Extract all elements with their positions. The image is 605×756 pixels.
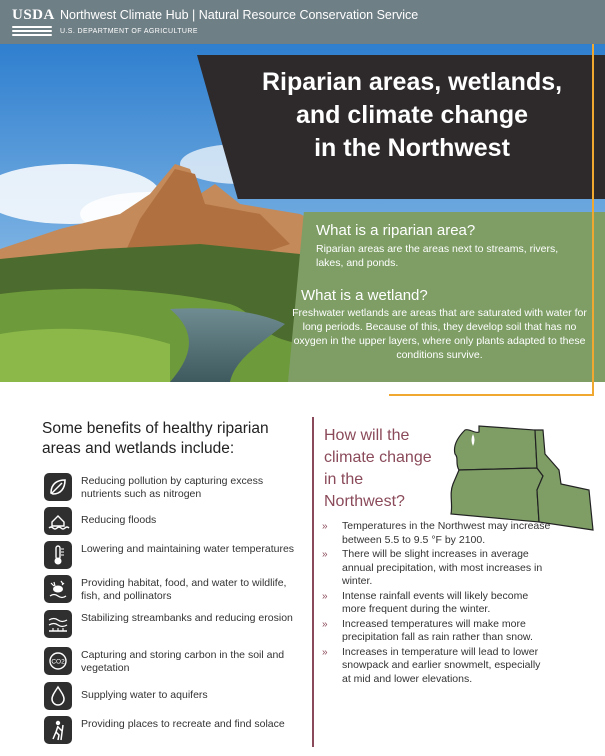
bullet-mark: »	[322, 646, 328, 658]
bullet-mark: »	[322, 549, 328, 560]
climate-bullet	[322, 618, 552, 645]
leaf-icon	[44, 473, 72, 501]
benefit-label: Providing habitat, food, and water to wildlife, fish, and pollinators	[81, 577, 287, 602]
usda-logo-stripes	[12, 26, 52, 36]
page-title-line-2: and climate change	[295, 101, 529, 129]
water-drop-icon	[44, 682, 72, 710]
streambank-icon	[44, 610, 72, 638]
benefit-label: Providing places to recreate and find solace	[81, 718, 285, 730]
wildlife-icon	[44, 575, 72, 603]
thermometer-icon	[44, 541, 72, 569]
usda-logo-text: USDA	[12, 7, 55, 23]
orange-frame-vertical	[592, 44, 594, 396]
benefit-label: Reducing floods	[81, 514, 157, 526]
climate-bullet	[322, 590, 552, 617]
climate-bullet-text: Increases in temperature will lead to lower snowpack and earlier snowmelt, especially at mid and lower elevations.	[342, 645, 541, 685]
climate-bullet	[322, 520, 552, 547]
climate-bullet-text: There will be slight increases in average annual precipitation, with most increases in winter.	[342, 548, 543, 587]
hiker-icon	[44, 716, 72, 744]
department-subtitle: U.S. DEPARTMENT OF AGRICULTURE	[60, 28, 198, 35]
header-bar	[0, 0, 605, 44]
wetland-answer: Freshwater wetlands are areas that are saturated with water for long periods. Because of this, they develop soil that has no oxygen in the upper layers, where only plants adapted to these conditions survive.	[292, 307, 587, 361]
benefit-label: Lowering and maintaining water temperatures	[81, 543, 295, 555]
climate-bullet-list	[322, 520, 552, 687]
bullet-mark: »	[322, 521, 328, 532]
co2-icon-label: CO2	[51, 658, 65, 666]
benefit-label: Stabilizing streambanks and reducing erosion	[81, 612, 293, 624]
bullet-mark: »	[322, 618, 328, 630]
climate-section-border	[312, 417, 314, 747]
riparian-answer: Riparian areas are the areas next to streams, rivers, lakes, and ponds.	[316, 243, 559, 269]
climate-heading: How will the climate change in the Northwest?	[324, 427, 432, 510]
climate-bullet-text: Temperatures in the Northwest may increase between 5.5 to 9.5 °F by 2100.	[342, 520, 551, 546]
page-title-line-3: in the Northwest	[314, 134, 510, 162]
benefit-label: Supplying water to aquifers	[81, 689, 208, 701]
climate-bullet	[322, 548, 552, 589]
benefit-label: Capturing and storing carbon in the soil and vegetation	[81, 649, 285, 674]
climate-bullet	[322, 646, 552, 687]
benefit-label: Reducing pollution by capturing excess nutrients such as nitrogen	[81, 475, 264, 500]
riparian-question: What is a riparian area?	[316, 222, 476, 239]
page-title-line-1: Riparian areas, wetlands,	[261, 68, 563, 96]
wetland-question: What is a wetland?	[301, 287, 428, 304]
orange-frame-horizontal	[389, 394, 594, 396]
page-title	[232, 66, 592, 165]
usda-logo	[12, 7, 55, 36]
climate-bullet-text: Increased temperatures will make more precipitation fall as rain rather than snow.	[342, 617, 533, 643]
climate-bullet-text: Intense rainfall events will likely become more frequent during the winter.	[342, 589, 529, 615]
benefits-heading: Some benefits of healthy riparian areas and wetlands include:	[42, 420, 269, 457]
hub-title: Northwest Climate Hub | Natural Resource Conservation Service	[60, 8, 419, 22]
co2-icon	[44, 647, 72, 675]
bullet-mark: »	[322, 590, 328, 602]
flood-icon	[44, 507, 72, 535]
